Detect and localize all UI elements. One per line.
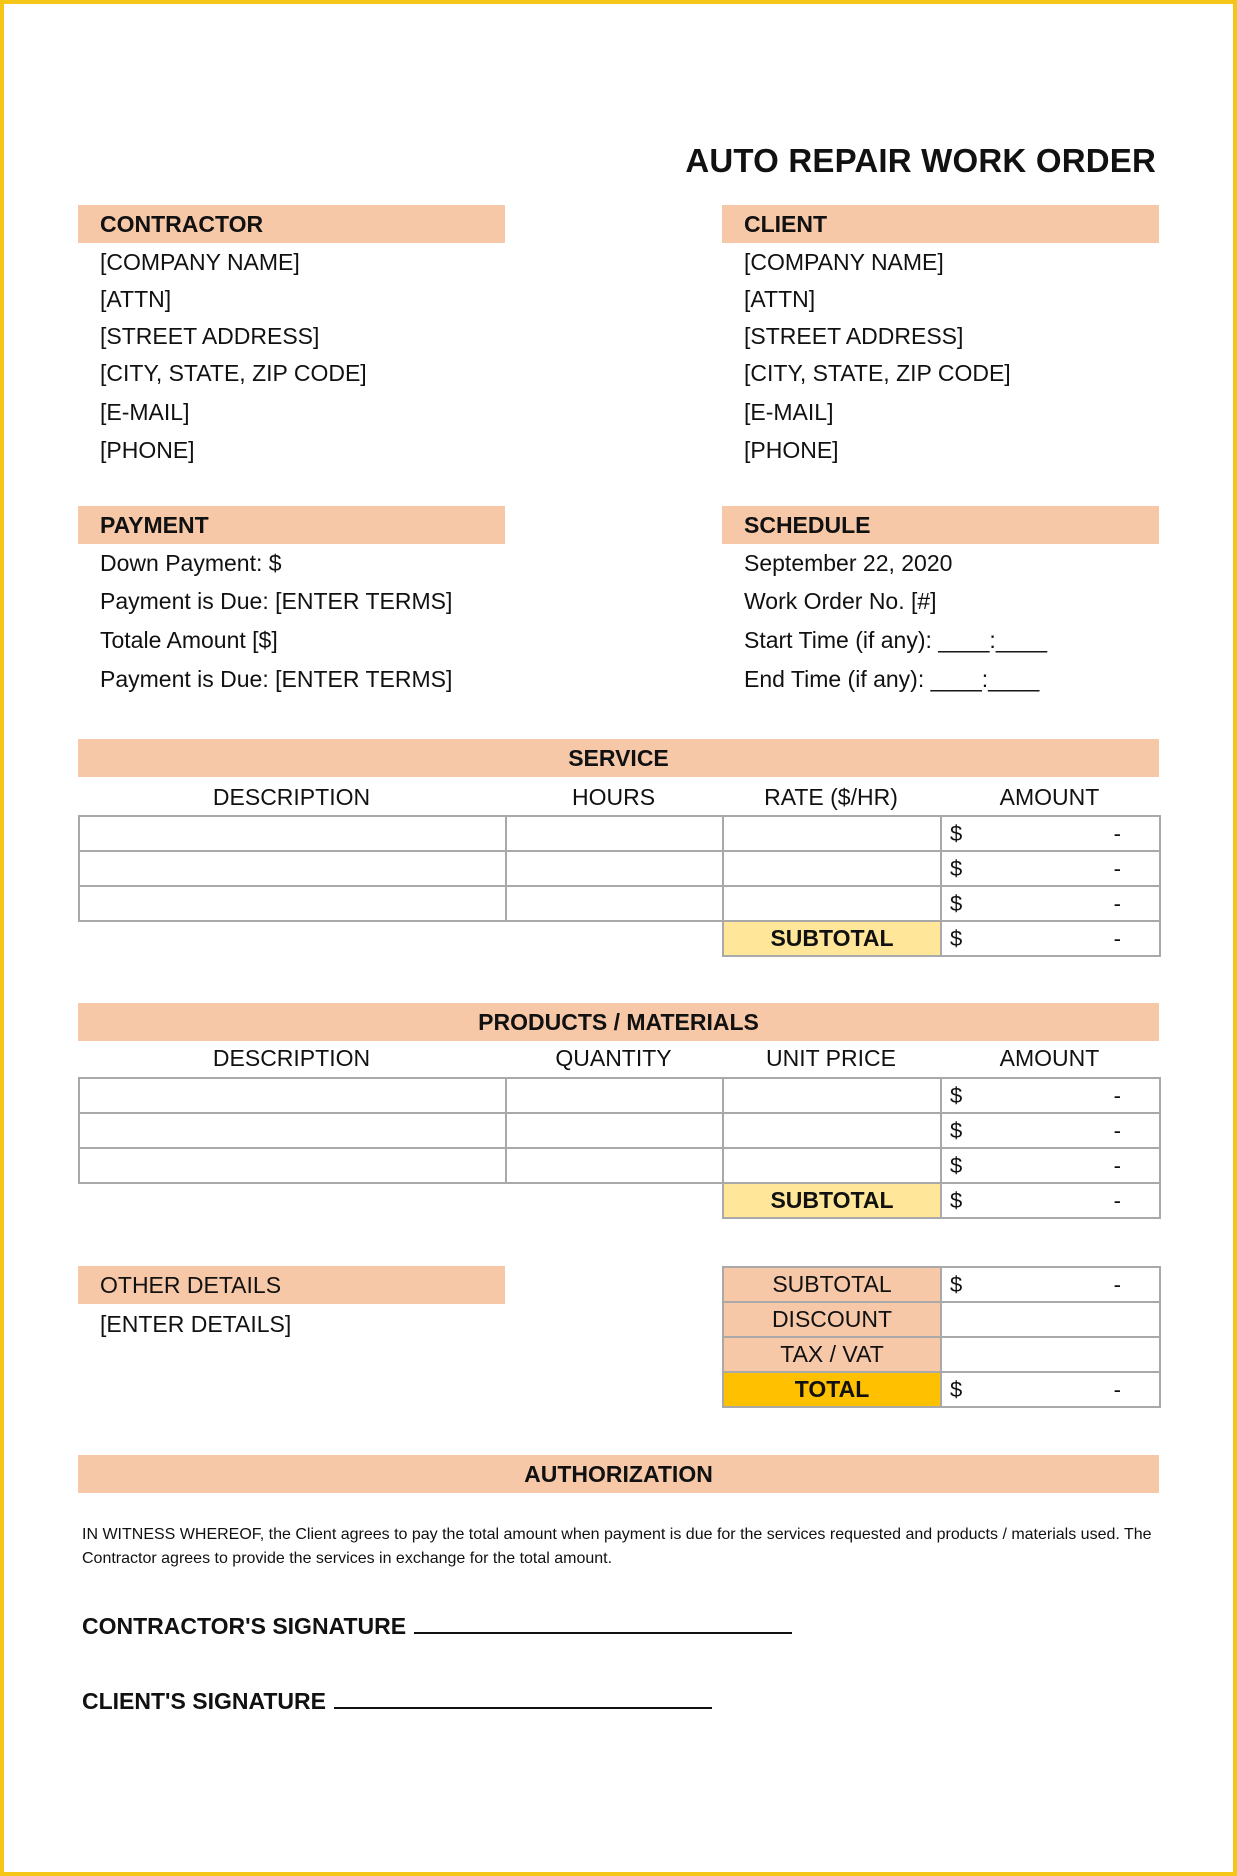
service-description-cell[interactable]	[79, 816, 506, 851]
service-hours-cell[interactable]	[506, 816, 723, 851]
product-unit-price-cell[interactable]	[723, 1078, 941, 1113]
client-email: [E-MAIL]	[744, 399, 834, 425]
service-col-hours: HOURS	[571, 784, 656, 810]
client-company: [COMPANY NAME]	[744, 249, 944, 275]
products-col-amount: AMOUNT	[999, 1045, 1100, 1071]
document-title: AUTO REPAIR WORK ORDER	[685, 142, 1156, 179]
schedule-date: September 22, 2020	[744, 550, 953, 576]
table-row	[79, 816, 1160, 851]
service-subtotal-amount[interactable]	[941, 921, 1160, 956]
currency-symbol: $	[950, 821, 963, 846]
table-row	[723, 1267, 1160, 1302]
other-details-header: OTHER DETAILS	[78, 1266, 505, 1304]
product-amount-cell[interactable]	[941, 1148, 1160, 1183]
contractor-signature-label: CONTRACTOR'S SIGNATURE	[82, 1613, 407, 1639]
service-rate-cell[interactable]	[723, 851, 941, 886]
contractor-phone: [PHONE]	[100, 437, 195, 463]
service-rate-cell[interactable]	[723, 886, 941, 921]
products-table	[78, 1077, 1161, 1219]
payment-down: Down Payment: $	[100, 550, 282, 576]
totals-total-amount[interactable]	[941, 1372, 1160, 1407]
amount-value: -	[1113, 1272, 1121, 1297]
service-rate-cell[interactable]	[723, 816, 941, 851]
products-subtotal-label: SUBTOTAL	[723, 1183, 941, 1218]
subtotal-row	[79, 1183, 1160, 1218]
service-description-cell[interactable]	[79, 851, 506, 886]
currency-symbol: $	[950, 1083, 963, 1108]
contractor-signature-line[interactable]	[414, 1610, 792, 1634]
service-table	[78, 815, 1161, 957]
table-row	[79, 1078, 1160, 1113]
service-amount-cell[interactable]	[941, 816, 1160, 851]
other-details-text[interactable]: [ENTER DETAILS]	[100, 1311, 292, 1337]
products-col-unit-price: UNIT PRICE	[766, 1045, 896, 1071]
totals-total-label: TOTAL	[723, 1372, 941, 1407]
schedule-header: SCHEDULE	[722, 506, 1159, 544]
table-row	[79, 851, 1160, 886]
table-row	[79, 1148, 1160, 1183]
table-row	[723, 1302, 1160, 1337]
currency-symbol: $	[950, 1188, 963, 1213]
products-header: PRODUCTS / MATERIALS	[78, 1003, 1159, 1041]
client-signature	[82, 1685, 712, 1715]
contractor-city: [CITY, STATE, ZIP CODE]	[100, 360, 367, 386]
product-unit-price-cell[interactable]	[723, 1148, 941, 1183]
product-description-cell[interactable]	[79, 1148, 506, 1183]
authorization-header: AUTHORIZATION	[78, 1455, 1159, 1493]
amount-value: -	[1113, 1188, 1121, 1213]
product-description-cell[interactable]	[79, 1078, 506, 1113]
service-col-description: DESCRIPTION	[212, 784, 371, 810]
totals-tax-amount[interactable]	[941, 1337, 1160, 1372]
amount-value: -	[1113, 856, 1121, 881]
client-signature-line[interactable]	[334, 1685, 712, 1709]
product-amount-cell[interactable]	[941, 1078, 1160, 1113]
currency-symbol: $	[950, 1272, 963, 1297]
authorization-text: IN WITNESS WHEREOF, the Client agrees to pay the total amount when payment is due for the services requested and products / materials used. The Contractor agrees to provide the services in exchange for the total amount.	[82, 1526, 1152, 1567]
table-row	[79, 886, 1160, 921]
product-unit-price-cell[interactable]	[723, 1113, 941, 1148]
amount-value: -	[1113, 821, 1121, 846]
schedule-work-order-no: Work Order No. [#]	[744, 588, 937, 614]
client-attn: [ATTN]	[744, 286, 816, 312]
product-description-cell[interactable]	[79, 1113, 506, 1148]
amount-value: -	[1113, 1377, 1121, 1402]
contractor-signature	[82, 1610, 792, 1640]
currency-symbol: $	[950, 1377, 963, 1402]
product-quantity-cell[interactable]	[506, 1113, 723, 1148]
contractor-email: [E-MAIL]	[100, 399, 190, 425]
contractor-company: [COMPANY NAME]	[100, 249, 300, 275]
totals-tax-label: TAX / VAT	[723, 1337, 941, 1372]
amount-value: -	[1113, 1153, 1121, 1178]
client-street: [STREET ADDRESS]	[744, 323, 964, 349]
contractor-attn: [ATTN]	[100, 286, 172, 312]
service-hours-cell[interactable]	[506, 886, 723, 921]
service-col-amount: AMOUNT	[999, 784, 1100, 810]
table-row	[723, 1337, 1160, 1372]
payment-due-2: Payment is Due: [ENTER TERMS]	[100, 666, 453, 692]
service-amount-cell[interactable]	[941, 886, 1160, 921]
service-description-cell[interactable]	[79, 886, 506, 921]
client-header: CLIENT	[722, 205, 1159, 243]
subtotal-row	[79, 921, 1160, 956]
schedule-end-time: End Time (if any): ____:____	[744, 666, 1040, 692]
product-quantity-cell[interactable]	[506, 1078, 723, 1113]
payment-header: PAYMENT	[78, 506, 505, 544]
amount-value: -	[1113, 926, 1121, 951]
currency-symbol: $	[950, 926, 963, 951]
service-amount-cell[interactable]	[941, 851, 1160, 886]
products-col-description: DESCRIPTION	[212, 1045, 371, 1071]
totals-table	[722, 1266, 1161, 1408]
products-subtotal-amount[interactable]	[941, 1183, 1160, 1218]
table-row	[79, 1113, 1160, 1148]
client-phone: [PHONE]	[744, 437, 839, 463]
client-signature-label: CLIENT'S SIGNATURE	[82, 1688, 326, 1714]
table-row	[723, 1372, 1160, 1407]
client-city: [CITY, STATE, ZIP CODE]	[744, 360, 1011, 386]
service-header: SERVICE	[78, 739, 1159, 777]
totals-subtotal-label: SUBTOTAL	[723, 1267, 941, 1302]
products-col-quantity: QUANTITY	[555, 1045, 672, 1071]
payment-total: Totale Amount [$]	[100, 627, 278, 653]
totals-discount-amount[interactable]	[941, 1302, 1160, 1337]
currency-symbol: $	[950, 856, 963, 881]
service-col-rate: RATE ($/HR)	[764, 784, 898, 810]
product-amount-cell[interactable]	[941, 1113, 1160, 1148]
totals-discount-label: DISCOUNT	[723, 1302, 941, 1337]
amount-value: -	[1113, 1118, 1121, 1143]
contractor-street: [STREET ADDRESS]	[100, 323, 320, 349]
currency-symbol: $	[950, 1118, 963, 1143]
service-subtotal-label: SUBTOTAL	[723, 921, 941, 956]
totals-subtotal-amount[interactable]	[941, 1267, 1160, 1302]
currency-symbol: $	[950, 891, 963, 916]
amount-value: -	[1113, 1083, 1121, 1108]
contractor-header: CONTRACTOR	[78, 205, 505, 243]
product-quantity-cell[interactable]	[506, 1148, 723, 1183]
payment-due-1: Payment is Due: [ENTER TERMS]	[100, 588, 453, 614]
service-hours-cell[interactable]	[506, 851, 723, 886]
amount-value: -	[1113, 891, 1121, 916]
currency-symbol: $	[950, 1153, 963, 1178]
schedule-start-time: Start Time (if any): ____:____	[744, 627, 1047, 653]
